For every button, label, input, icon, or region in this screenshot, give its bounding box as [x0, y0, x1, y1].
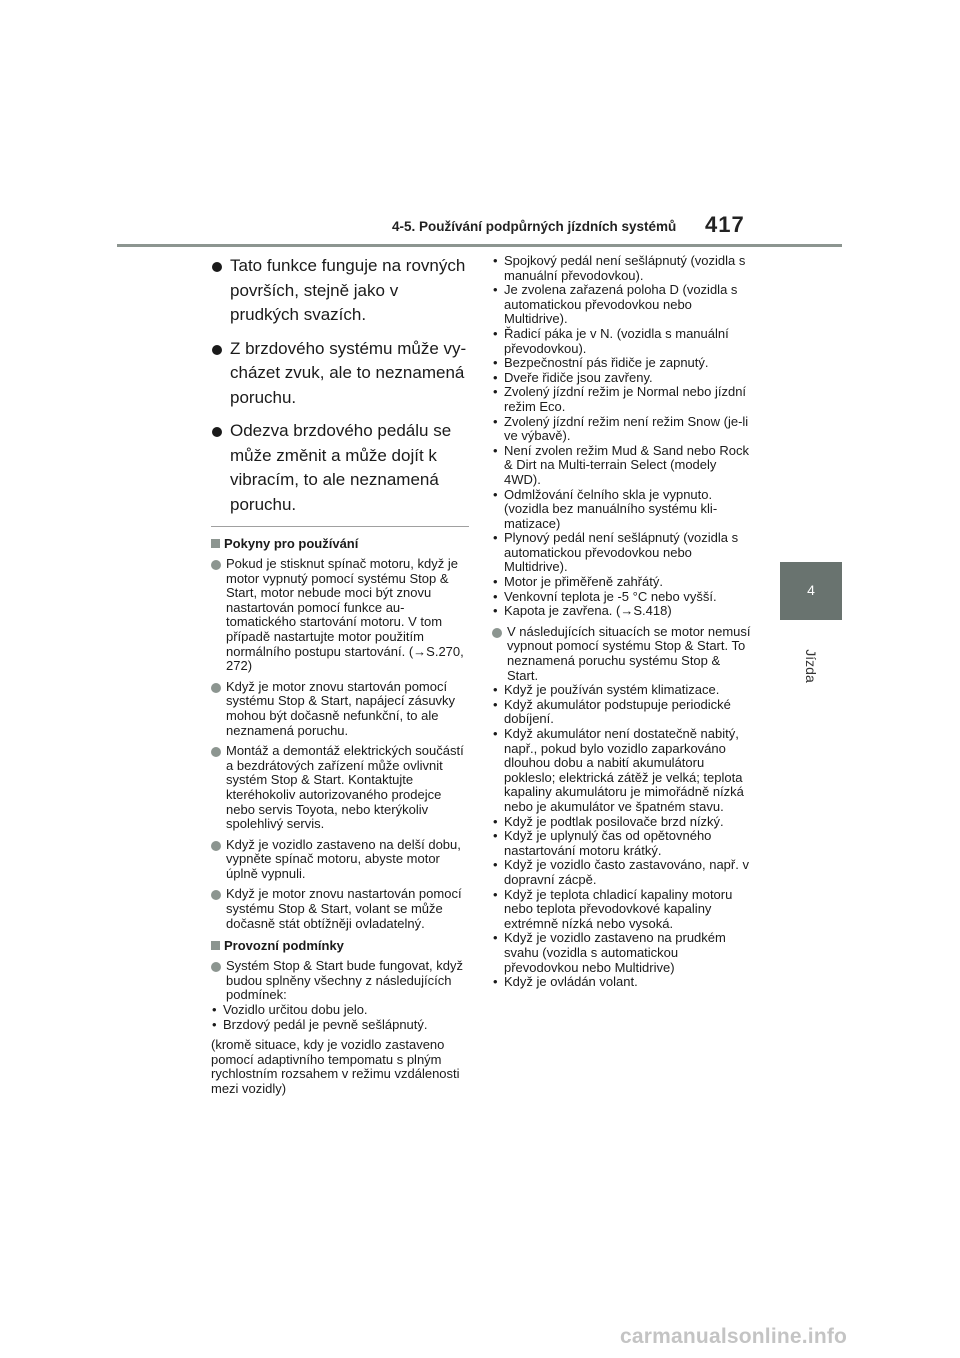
list-item: • Když je teplota chladicí kapaliny motoru nebo teplota převodovkové kapaliny extrémně nízká nebo vysoká. — [492, 888, 754, 932]
big-bullet — [211, 419, 469, 517]
right-column — [492, 254, 754, 996]
info-item-text: Když je motor znovu startován pomocí systému Stop & Start, napájecí zásuvky mohou být dočasně nefunkční, to ale neznamená poruchu. — [226, 678, 456, 738]
circle-marker-icon — [211, 683, 221, 693]
header-rule — [117, 244, 842, 247]
list-item: • Odmlžování čelního skla je vypnuto. (vozidla bez manuálního systému klimatizace) — [492, 488, 754, 532]
section-title: 4-5. Používání podpůrných jízdních systémů — [392, 219, 677, 234]
circle-marker-icon — [492, 628, 502, 638]
section-heading-text: Pokyny pro používání — [224, 536, 359, 551]
list-item: • Venkovní teplota je -5 °C nebo vyšší. — [492, 590, 754, 605]
info-item — [211, 959, 469, 1003]
bullet-dot-icon — [212, 345, 222, 355]
bullet-dot-icon — [212, 262, 222, 272]
info-item — [211, 744, 469, 832]
list-item: • Když je vozidlo zastaveno na prudkém svahu (vozidla s automatickou převodovkou nebo Multidrive) — [492, 931, 754, 975]
list-item: • Vozidlo určitou dobu jelo. — [211, 1003, 469, 1018]
list-item: • Dveře řidiče jsou zavřeny. — [492, 371, 754, 386]
big-bullet-text: Tato funkce funguje na rovných površích, stejně jako v prudkých svazích. — [230, 256, 466, 324]
info-item-text: Pokud je stisknut spínač motoru, když je motor vypnutý pomocí systému Stop & Start, motor nebude moci být znovu nastartován pomocí funkce automatického startování motoru. V tom případě nastartujte motor použitím normálního postupu startování. (→S.270, 272) — [226, 556, 464, 674]
bullet-dot-icon — [212, 427, 222, 437]
list-item: • Když je uplynulý čas od opětovného nastartování motoru krátký. — [492, 829, 754, 858]
list-item: • Když je používán systém klimatizace. — [492, 683, 754, 698]
watermark: carmanualsonline.info — [620, 1325, 848, 1348]
info-item — [211, 680, 469, 738]
info-item-text: Systém Stop & Start bude fungovat, když budou splněny všechny z následujících podmínek: — [226, 958, 464, 1003]
list-item: • Plynový pedál není sešlápnutý (vozidla s automatickou převodovkou nebo Multidrive). — [492, 531, 754, 575]
circle-marker-icon — [211, 560, 221, 570]
list-item: • Když akumulátor není dostatečně nabitý, např., pokud bylo vozidlo zaparkováno dlouhou dobu a nabití akumulátoru pokleslo; elektrická zátěž je velká; teplota kapaliny akumulátoru je mimořádně nízká nebo je akumulátor ve špatném stavu. — [492, 727, 754, 815]
section-heading-text: Provozní podmínky — [224, 938, 344, 954]
list-item: • Zvolený jízdní režim je Normal nebo jízdní režim Eco. — [492, 385, 754, 414]
list-item: • Není zvolen režim Mud & Sand nebo Rock & Dirt na Multi-terrain Select (modely 4WD). — [492, 444, 754, 488]
info-item-text: Když je vozidlo zastaveno na delší dobu, vypněte spínač motoru, abyste motor úplně vypnuli. — [226, 836, 461, 881]
chapter-label — [778, 636, 844, 696]
list-item: • Je zvolena zařazená poloha D (vozidla s automatickou převodovkou nebo Multidrive). — [492, 283, 754, 327]
list-item: • Motor je přiměřeně zahřátý. — [492, 575, 754, 590]
info-item-text: Montáž a demontáž elektrických součástí a bezdrátových zařízení může ovlivnit systém Stop & Start. Kontaktujte kteréhokoliv autorizovaného prodejce nebo servis Toyota, nebo kterýkoliv spolehlivý servis. — [226, 743, 464, 832]
info-item — [211, 557, 469, 674]
list-item: • Když je podtlak posilovače brzd nízký. — [492, 815, 754, 830]
info-item — [492, 625, 754, 683]
note-paragraph: (kromě situace, kdy je vozidlo zastaveno pomocí adaptivního tempomatu s plným rychlostním rozsahem v režimu vzdálenosti mezi vozidly) — [211, 1037, 460, 1096]
list-item: • Když akumulátor podstupuje periodické dobíjení. — [492, 698, 754, 727]
chapter-label-text: Jízda — [803, 649, 819, 683]
info-item — [211, 838, 469, 882]
big-bullet-text: Z brzdového systému může vycházet zvuk, ale to neznamená poruchu. — [230, 338, 467, 407]
info-item-text: V následujících situacích se motor nemusí vypnout pomocí systému Stop & Start. To neznamená poruchu systému Stop & Start. — [507, 623, 751, 683]
section-heading-conditions — [211, 937, 469, 954]
section-heading-usage — [211, 535, 469, 552]
chapter-number: 4 — [807, 582, 815, 598]
square-marker-icon — [211, 941, 220, 950]
circle-marker-icon — [211, 962, 221, 972]
list-item: • Když je ovládán volant. — [492, 975, 754, 990]
info-item-text: Když je motor znovu nastartován pomocí systému Stop & Start, volant se může dočasně stát obtížněji ovladatelný. — [226, 886, 462, 931]
list-item: • Bezpečnostní pás řidiče je zapnutý. — [492, 356, 754, 371]
list-item: • Kapota je zavřena. (→S.418) — [492, 604, 754, 619]
page-number: 417 — [705, 212, 745, 237]
big-bullet-text: Odezva brzdového pedálu se může změnit a může dojít k vibracím, to ale neznamená poruchu. — [230, 421, 452, 514]
square-marker-icon — [211, 539, 220, 548]
section-divider — [211, 526, 469, 527]
condition-list — [211, 1003, 469, 1032]
list-item: • Spojkový pedál není sešlápnutý (vozidla s manuální převodovkou). — [492, 254, 754, 283]
shutdown-list — [492, 683, 754, 989]
circle-marker-icon — [211, 841, 221, 851]
circle-marker-icon — [211, 890, 221, 900]
left-column — [211, 254, 469, 1103]
big-bullet — [211, 254, 469, 328]
info-item — [211, 887, 469, 931]
circle-marker-icon — [211, 747, 221, 757]
condition-list-continued — [492, 254, 754, 619]
list-item: • Zvolený jízdní režim není režim Snow (je-li ve výbavě). — [492, 415, 754, 444]
big-bullet — [211, 337, 469, 411]
list-item: • Řadicí páka je v N. (vozidla s manuální převodovkou). — [492, 327, 754, 356]
list-item: • Brzdový pedál je pevně sešlápnutý. — [211, 1018, 469, 1033]
list-item: • Když je vozidlo často zastavováno, např. v dopravní zácpě. — [492, 858, 754, 887]
